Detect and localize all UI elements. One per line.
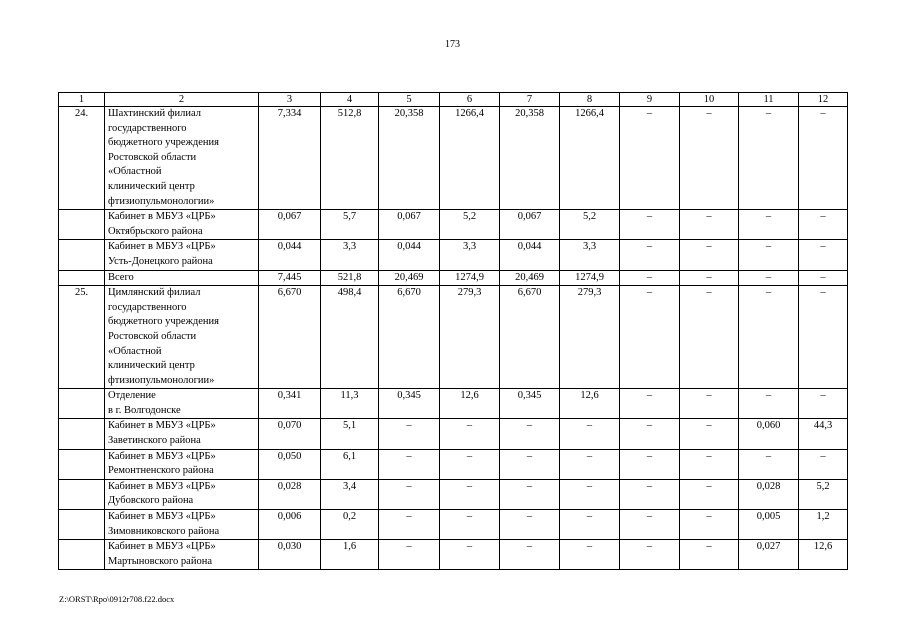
- value-cell-col-6: 12,6: [440, 389, 500, 419]
- value-cell-col-5: 20,358: [379, 107, 440, 210]
- value-cell-col-5: 6,670: [379, 286, 440, 389]
- row-number-cell: [59, 240, 105, 270]
- value-cell-col-5: 0,067: [379, 210, 440, 240]
- value-cell-col-10: –: [680, 286, 739, 389]
- value-cell-col-7: 20,358: [500, 107, 560, 210]
- table-body: [59, 93, 848, 570]
- table-row: [59, 107, 848, 210]
- value-cell-col-6: 5,2: [440, 210, 500, 240]
- footer-file-path: Z:\ORST\Rpo\0912r708.f22.docx: [59, 594, 175, 604]
- value-cell-col-8: 1274,9: [560, 270, 620, 286]
- column-header-1: 1: [59, 93, 105, 107]
- column-header-9: 9: [620, 93, 680, 107]
- institution-name-cell: Кабинет в МБУЗ «ЦРБ» Усть-Донецкого района: [105, 240, 259, 270]
- value-cell-col-3: 0,070: [259, 419, 321, 449]
- value-cell-col-4: 5,1: [321, 419, 379, 449]
- value-cell-col-9: –: [620, 270, 680, 286]
- value-cell-col-6: 1274,9: [440, 270, 500, 286]
- value-cell-col-12: –: [799, 286, 848, 389]
- row-number-cell: 25.: [59, 286, 105, 389]
- value-cell-col-10: –: [680, 479, 739, 509]
- value-cell-col-11: –: [739, 286, 799, 389]
- value-cell-col-4: 11,3: [321, 389, 379, 419]
- table-row: [59, 479, 848, 509]
- value-cell-col-3: 0,030: [259, 540, 321, 570]
- institution-name-cell: Шахтинский филиал государственного бюджетного учреждения Ростовской области «Областной клинический центр фтизиопульмонологии»: [105, 107, 259, 210]
- institution-name-cell: Кабинет в МБУЗ «ЦРБ» Ремонтненского района: [105, 449, 259, 479]
- value-cell-col-8: –: [560, 510, 620, 540]
- value-cell-col-4: 0,2: [321, 510, 379, 540]
- value-cell-col-10: –: [680, 270, 739, 286]
- value-cell-col-5: –: [379, 510, 440, 540]
- value-cell-col-8: –: [560, 540, 620, 570]
- value-cell-col-4: 6,1: [321, 449, 379, 479]
- value-cell-col-12: –: [799, 210, 848, 240]
- value-cell-col-9: –: [620, 286, 680, 389]
- value-cell-col-8: –: [560, 449, 620, 479]
- value-cell-col-12: 12,6: [799, 540, 848, 570]
- value-cell-col-6: –: [440, 540, 500, 570]
- institution-name-cell: Всего: [105, 270, 259, 286]
- table-row: [59, 270, 848, 286]
- institution-name-cell: Кабинет в МБУЗ «ЦРБ» Мартыновского района: [105, 540, 259, 570]
- value-cell-col-10: –: [680, 240, 739, 270]
- value-cell-col-9: –: [620, 107, 680, 210]
- value-cell-col-6: –: [440, 449, 500, 479]
- value-cell-col-10: –: [680, 449, 739, 479]
- value-cell-col-5: –: [379, 540, 440, 570]
- value-cell-col-9: –: [620, 479, 680, 509]
- value-cell-col-5: 0,345: [379, 389, 440, 419]
- value-cell-col-10: –: [680, 210, 739, 240]
- row-number-cell: [59, 210, 105, 240]
- page-number: 173: [445, 39, 460, 50]
- value-cell-col-8: 5,2: [560, 210, 620, 240]
- value-cell-col-7: 0,067: [500, 210, 560, 240]
- value-cell-col-12: –: [799, 449, 848, 479]
- value-cell-col-5: –: [379, 419, 440, 449]
- value-cell-col-10: –: [680, 540, 739, 570]
- value-cell-col-6: 3,3: [440, 240, 500, 270]
- row-number-cell: [59, 449, 105, 479]
- value-cell-col-9: –: [620, 240, 680, 270]
- value-cell-col-9: –: [620, 449, 680, 479]
- column-header-6: 6: [440, 93, 500, 107]
- institution-name-cell: Цимлянский филиал государственного бюджетного учреждения Ростовской области «Областной клинический центр фтизиопульмонологии»: [105, 286, 259, 389]
- table-row: [59, 240, 848, 270]
- value-cell-col-12: 1,2: [799, 510, 848, 540]
- table-header-row: [59, 93, 848, 107]
- value-cell-col-5: 20,469: [379, 270, 440, 286]
- value-cell-col-7: –: [500, 540, 560, 570]
- table-row: [59, 510, 848, 540]
- table-row: [59, 389, 848, 419]
- value-cell-col-3: 0,006: [259, 510, 321, 540]
- value-cell-col-6: 279,3: [440, 286, 500, 389]
- row-number-cell: [59, 510, 105, 540]
- column-header-11: 11: [739, 93, 799, 107]
- value-cell-col-8: 12,6: [560, 389, 620, 419]
- row-number-cell: 24.: [59, 107, 105, 210]
- table-row: [59, 210, 848, 240]
- column-header-5: 5: [379, 93, 440, 107]
- value-cell-col-12: 5,2: [799, 479, 848, 509]
- value-cell-col-5: 0,044: [379, 240, 440, 270]
- value-cell-col-6: 1266,4: [440, 107, 500, 210]
- value-cell-col-9: –: [620, 389, 680, 419]
- value-cell-col-8: 1266,4: [560, 107, 620, 210]
- value-cell-col-4: 498,4: [321, 286, 379, 389]
- value-cell-col-10: –: [680, 107, 739, 210]
- institution-name-cell: Кабинет в МБУЗ «ЦРБ» Октябрьского района: [105, 210, 259, 240]
- value-cell-col-4: 3,3: [321, 240, 379, 270]
- column-header-2: 2: [105, 93, 259, 107]
- institution-name-cell: Кабинет в МБУЗ «ЦРБ» Дубовского района: [105, 479, 259, 509]
- value-cell-col-6: –: [440, 419, 500, 449]
- value-cell-col-7: 0,044: [500, 240, 560, 270]
- value-cell-col-9: –: [620, 510, 680, 540]
- value-cell-col-11: –: [739, 107, 799, 210]
- value-cell-col-7: 6,670: [500, 286, 560, 389]
- value-cell-col-12: –: [799, 270, 848, 286]
- value-cell-col-8: –: [560, 479, 620, 509]
- value-cell-col-7: –: [500, 449, 560, 479]
- value-cell-col-3: 7,334: [259, 107, 321, 210]
- row-number-cell: [59, 389, 105, 419]
- value-cell-col-6: –: [440, 510, 500, 540]
- value-cell-col-7: –: [500, 419, 560, 449]
- value-cell-col-12: 44,3: [799, 419, 848, 449]
- value-cell-col-4: 1,6: [321, 540, 379, 570]
- row-number-cell: [59, 479, 105, 509]
- value-cell-col-11: –: [739, 270, 799, 286]
- value-cell-col-11: 0,060: [739, 419, 799, 449]
- value-cell-col-8: –: [560, 419, 620, 449]
- value-cell-col-3: 0,044: [259, 240, 321, 270]
- row-number-cell: [59, 270, 105, 286]
- value-cell-col-12: –: [799, 389, 848, 419]
- value-cell-col-5: –: [379, 449, 440, 479]
- value-cell-col-10: –: [680, 510, 739, 540]
- value-cell-col-9: –: [620, 210, 680, 240]
- row-number-cell: [59, 540, 105, 570]
- institution-name-cell: Кабинет в МБУЗ «ЦРБ» Зимовниковского района: [105, 510, 259, 540]
- value-cell-col-11: –: [739, 240, 799, 270]
- value-cell-col-3: 0,028: [259, 479, 321, 509]
- value-cell-col-11: 0,005: [739, 510, 799, 540]
- value-cell-col-10: –: [680, 389, 739, 419]
- institution-name-cell: Отделение в г. Волгодонске: [105, 389, 259, 419]
- value-cell-col-3: 0,341: [259, 389, 321, 419]
- value-cell-col-12: –: [799, 107, 848, 210]
- value-cell-col-9: –: [620, 540, 680, 570]
- value-cell-col-7: 0,345: [500, 389, 560, 419]
- table-row: [59, 449, 848, 479]
- value-cell-col-3: 0,050: [259, 449, 321, 479]
- table-row: [59, 419, 848, 449]
- value-cell-col-5: –: [379, 479, 440, 509]
- column-header-10: 10: [680, 93, 739, 107]
- table-row: [59, 286, 848, 389]
- value-cell-col-7: –: [500, 479, 560, 509]
- value-cell-col-10: –: [680, 419, 739, 449]
- value-cell-col-11: –: [739, 210, 799, 240]
- value-cell-col-6: –: [440, 479, 500, 509]
- value-cell-col-3: 0,067: [259, 210, 321, 240]
- column-header-8: 8: [560, 93, 620, 107]
- value-cell-col-9: –: [620, 419, 680, 449]
- value-cell-col-3: 7,445: [259, 270, 321, 286]
- value-cell-col-7: –: [500, 510, 560, 540]
- data-table: [58, 92, 848, 570]
- value-cell-col-8: 279,3: [560, 286, 620, 389]
- value-cell-col-11: –: [739, 449, 799, 479]
- value-cell-col-3: 6,670: [259, 286, 321, 389]
- column-header-3: 3: [259, 93, 321, 107]
- value-cell-col-4: 5,7: [321, 210, 379, 240]
- institution-name-cell: Кабинет в МБУЗ «ЦРБ» Заветинского района: [105, 419, 259, 449]
- value-cell-col-11: –: [739, 389, 799, 419]
- value-cell-col-4: 512,8: [321, 107, 379, 210]
- column-header-4: 4: [321, 93, 379, 107]
- column-header-7: 7: [500, 93, 560, 107]
- value-cell-col-12: –: [799, 240, 848, 270]
- table-row: [59, 540, 848, 570]
- value-cell-col-4: 3,4: [321, 479, 379, 509]
- row-number-cell: [59, 419, 105, 449]
- value-cell-col-7: 20,469: [500, 270, 560, 286]
- value-cell-col-8: 3,3: [560, 240, 620, 270]
- column-header-12: 12: [799, 93, 848, 107]
- value-cell-col-4: 521,8: [321, 270, 379, 286]
- value-cell-col-11: 0,028: [739, 479, 799, 509]
- value-cell-col-11: 0,027: [739, 540, 799, 570]
